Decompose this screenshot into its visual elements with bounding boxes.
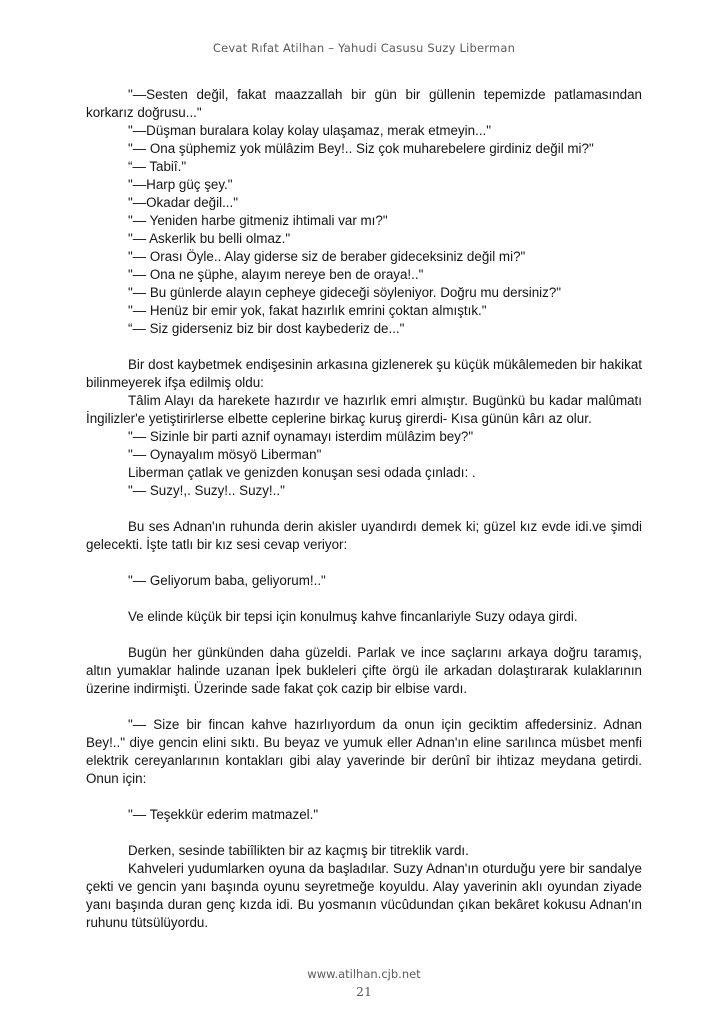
dialogue-line: "—Düşman buralara kolay kolay ulaşamaz, merak etmeyin...": [128, 123, 492, 138]
dialogue-line: "— Teşekkür ederim matmazel.": [128, 807, 319, 822]
dialogue-line: "—Okadar değil...": [128, 195, 238, 210]
paragraph: Derken, sesinde tabiîlikten bir az kaçmış bir titreklik vardı.: [128, 843, 469, 858]
dialogue-line: "— Orası Öyle.. Alay giderse siz de beraber gideceksiniz değil mi?": [128, 249, 526, 264]
page-number: 21: [356, 984, 372, 999]
paragraph: Bir dost kaybetmek endişesinin arkasına gizlenerek şu küçük mükâlemeden bir hakikat bilinmeyerek ifşa edilmiş oldu:: [86, 357, 642, 390]
dialogue-line: "— Suzy!,. Suzy!.. Suzy!..": [128, 483, 285, 498]
paragraph: Bugün her günkünden daha güzeldi. Parlak ve ince saçlarını arkaya doğru taramış, altın yumaklar halinde uzanan İpek bukleleri çifte örgü ile arkadan dolaştırarak kulaklarının üzerine indirmişti. Üzerinde sade fakat çok cazip bir elbise vardı.: [86, 645, 642, 696]
paragraph: Bu ses Adnan'ın ruhunda derin akisler uyandırdı demek ki; güzel kız evde idi.ve şimdi gelecekti. İşte tatlı bir kız sesi cevap veriyor:: [86, 519, 642, 552]
dialogue-line: "— Ona ne şüphe, alayım nereye ben de oraya!..": [128, 267, 424, 282]
dialogue-line: Liberman çatlak ve genizden konuşan sesi odada çınladı: .: [128, 465, 476, 480]
running-header: Cevat Rıfat Atilhan – Yahudi Casusu Suzy Liberman: [212, 41, 516, 55]
dialogue-line: "— Oynayalım mösyö Liberman": [128, 447, 322, 462]
footer-url: www.atilhan.cjb.net: [307, 967, 421, 981]
paragraph: "— Size bir fincan kahve hazırlıyordum da onun için geciktim affedersiniz. Adnan Bey!.." diye gencin elini sıktı. Bu beyaz ve yumuk eller Adnan'ın eline sarılınca müsbet menfi elektrik cereyanlarının kontakları gibi alay yaverinde bir derûnî bir ihtizaz meydana getirdi. Onun için:: [86, 717, 642, 786]
dialogue-line: "— Ona şüphemiz yok mülâzim Bey!.. Siz çok muharebelere girdiniz değil mi?": [128, 141, 594, 156]
dialogue-line: "—Harp güç şey.": [128, 177, 233, 192]
dialogue-line: "— Askerlik bu belli olmaz.": [128, 231, 291, 246]
paragraph: Ve elinde küçük bir tepsi için konulmuş kahve fincanlariyle Suzy odaya girdi.: [128, 609, 578, 624]
dialogue-line: "— Geliyorum baba, geliyorum!..": [128, 573, 326, 588]
dialogue-line: "— Sizinle bir parti aznif oynamayı isterdim mülâzim bey?": [128, 429, 474, 444]
dialogue-line: “— Tabiî.": [128, 159, 187, 174]
dialogue-line: "— Bu günlerde alayın cepheye gideceği söyleniyor. Doğru mu dersiniz?": [128, 285, 562, 300]
paragraph: "—Sesten değil, fakat maazzallah bir gün bir güllenin tepemizde patlamasından korkarız doğrusu...": [86, 87, 642, 120]
dialogue-line: “— Siz giderseniz biz bir dost kaybederiz de...": [128, 321, 405, 336]
paragraph: Kahveleri yudumlarken oyuna da başladılar. Suzy Adnan'ın oturduğu yere bir sandalye çekti ve gencin yanı başında oyunu seyretmeğe koyuldu. Alay yaverinin aklı oyundan ziyade yanı başında duran genç kızda idi. Bu yosmanın vücûdundan çıkan bekâret kokusu Adnan'ın ruhunu tütsülüyordu.: [86, 861, 642, 930]
dialogue-line: "— Yeniden harbe gitmeniz ihtimali var mı?": [128, 213, 388, 228]
paragraph: Tâlim Alayı da harekete hazırdır ve hazırlık emri almıştır. Bugünkü bu kadar malûmatı İngilizler'e yetiştirirlerse elbette ceplerine birkaç kuruş girerdi- Kısa günün kârı az olur.: [86, 393, 642, 426]
dialogue-line: "— Henüz bir emir yok, fakat hazırlık emrini çoktan almıştık.": [128, 303, 487, 318]
body-text: [86, 86, 642, 932]
